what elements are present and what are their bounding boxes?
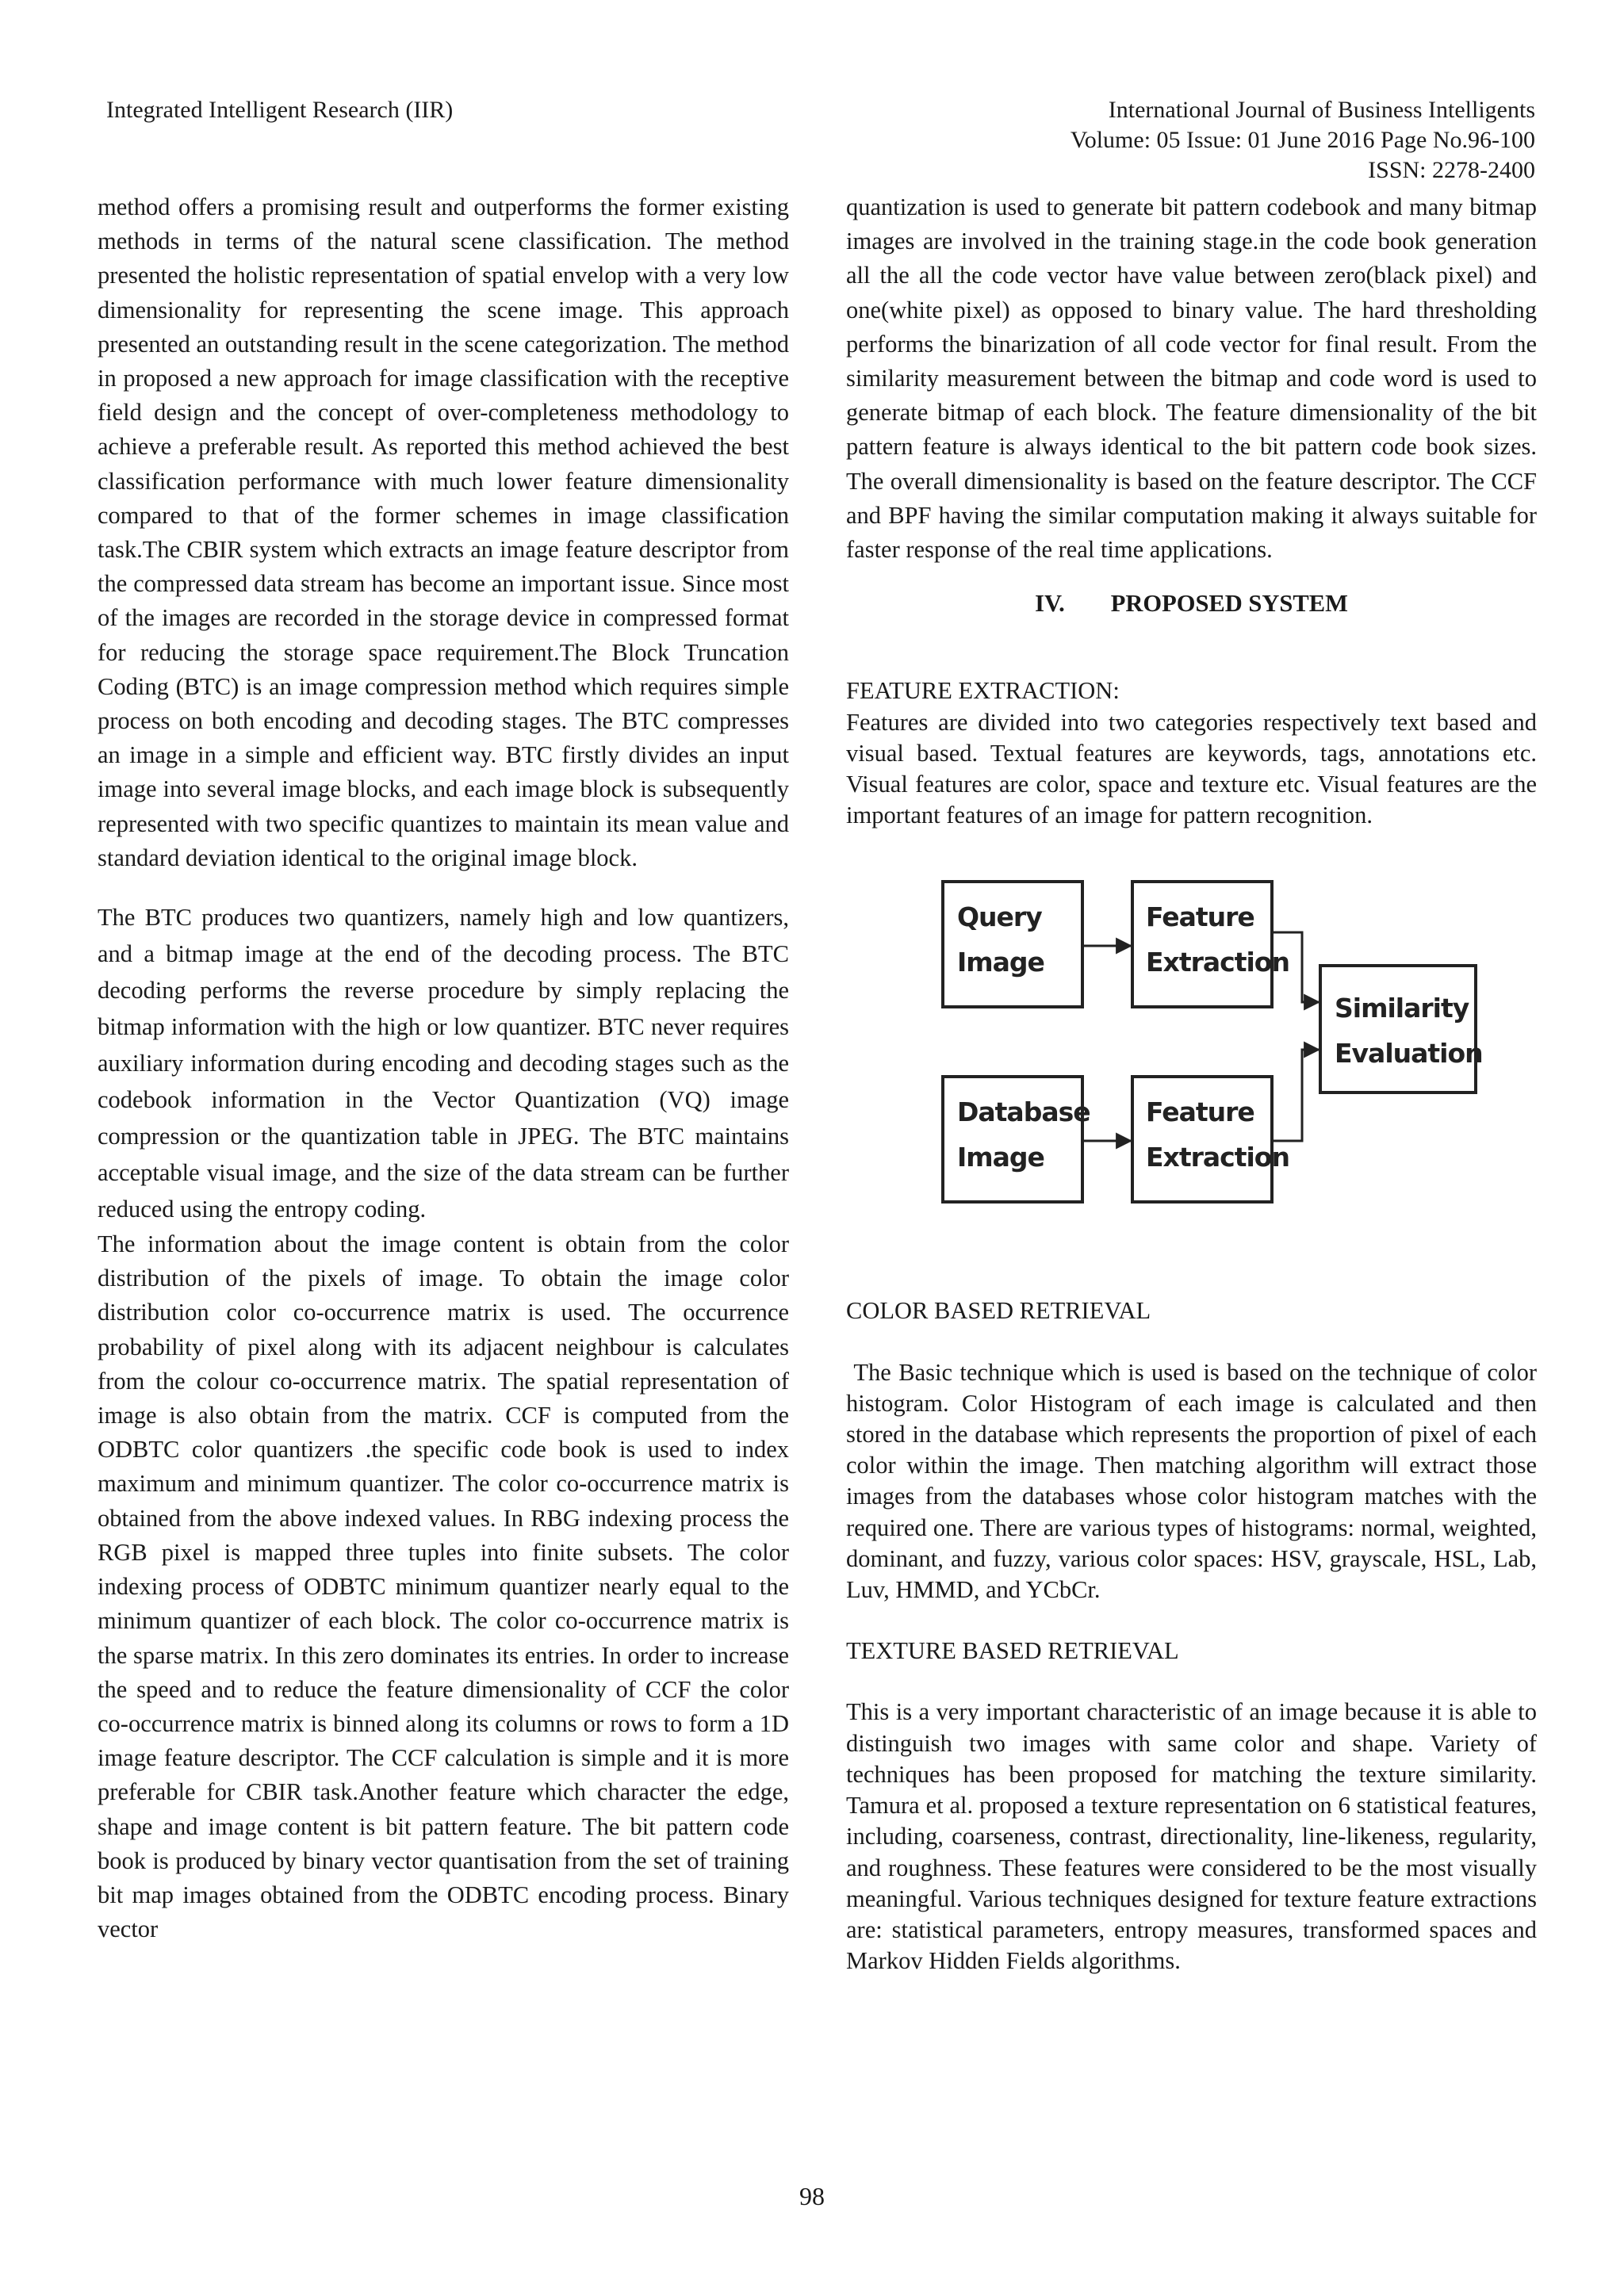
left-column xyxy=(98,190,789,1946)
paragraph: quantization is used to generate bit pattern codebook and many bitmap images are involved in the training stage.in the code book generation all the all the code vector have value between zero(black pixel) and one(white pixel) as opposed to binary value. The hard thresholding performs the binarization of all code vector for final result. From the similarity measurement between the bitmap and code word is used to generate bitmap of each block. The feature dimensionality of the bit pattern feature is always identical to the bit pattern code book sizes. The overall dimensionality is based on the feature descriptor. The CCF and BPF having the similar computation making it always suitable for faster response of the real time applications. xyxy=(846,193,1537,564)
system-flow-diagram xyxy=(846,874,1537,1246)
similarity-evaluation-box xyxy=(1320,966,1476,1093)
feature-extraction-top-box xyxy=(1132,882,1272,1007)
section-title: PROPOSED SYSTEM xyxy=(1110,590,1348,618)
paragraph: method offers a promising result and outperforms the former existing methods in terms of the natural scene classification. The method presented the holistic representation of spatial envelop with a very low dimensionality for representing the scene image. This approach presented an outstanding result in the scene categorization. The method in proposed a new approach for image classification with the receptive field design and the concept of over-completeness methodology to achieve a preferable result. As reported this method achieved the best classification performance with much lower feature dimensionality compared to that of the former schemes in image classification task.The CBIR system which extracts an image feature descriptor from the compressed data stream has become an important issue. Since most of the images are recorded in the storage device in compressed format for reducing the storage space requirement.The Block Truncation Coding (BTC) is an image compression method which requires simple process on both encoding and decoding stages. The BTC compresses an image in a simple and efficient way. BTC firstly divides an input image into several image blocks, and each image block is subsequently represented with two specific quantizes to maintain its mean value and standard deviation identical to the original image block. xyxy=(98,193,789,871)
arrow xyxy=(1272,1050,1319,1141)
page-number: 98 xyxy=(799,2182,825,2210)
similarity-label: Evaluation xyxy=(1335,1038,1483,1070)
database-label: Database xyxy=(957,1096,1090,1128)
query-label: Query xyxy=(957,901,1042,933)
flow-diagram-svg xyxy=(846,874,1537,1246)
running-header-left: Integrated Intelligent Research (IIR) xyxy=(106,97,454,123)
subheading: FEATURE EXTRACTION: xyxy=(846,677,1120,705)
similarity-label: Similarity xyxy=(1335,993,1469,1024)
query-image-box xyxy=(943,882,1082,1007)
paragraph: The Basic technique which is used is based on the technique of color histogram. Color Histogram of each image is calculated and then stored in the database which represents the proportion of pixel of each color within the image. Then matching algorithm will extract those images from the databases whose color histogram matches with the required one. There are various types of histograms: normal, weighted, dominant, and fuzzy, various color spaces: HSV, grayscale, HSL, Lab, Luv, HMMD, and YCbCr. xyxy=(846,1358,1543,1604)
issn: ISSN: 2278-2400 xyxy=(1368,157,1535,183)
database-image-box xyxy=(943,1077,1082,1202)
query-label: Image xyxy=(957,947,1044,978)
paragraph: The BTC produces two quantizers, namely high and low quantizers, and a bitmap image at the end of the decoding process. The BTC decoding performs the reverse procedure by simply replacing the bitmap information with the high or low quantizer. BTC never requires auxiliary information during encoding and decoding stages such as the codebook information in the Vector Quantization (VQ) image compression or the quantization table in JPEG. The BTC maintains acceptable visual image, and the size of the data stream can be further reduced using the entropy coding. xyxy=(98,904,789,1223)
paragraph: Features are divided into two categories respectively text based and visual based. Textual features are keywords, tags, annotations etc. Visual features are color, space and texture etc. Visual features are the important features of an image for pattern recognition. xyxy=(846,708,1537,829)
paragraph: This is a very important characteristic of an image because it is able to distinguish two images with same color and shape. Variety of techniques has been proposed for matching the texture similarity. Tamura et al. proposed a texture representation on 6 statistical features, including, coarseness, contrast, directionality, line-likeness, regularity, and roughness. These features were considered to be the most visually meaningful. Various techniques designed for texture feature extractions are: statistical parameters, entropy measures, transformed spaces and Markov Hidden Fields algorithms. xyxy=(846,1698,1537,1975)
feature-label: Extraction xyxy=(1146,1142,1289,1173)
volume-info: Volume: 05 Issue: 01 June 2016 Page No.96-100 xyxy=(1070,127,1535,153)
section-number: IV. xyxy=(1035,590,1065,618)
running-header-right xyxy=(1071,95,1535,186)
journal-name: International Journal of Business Intelligents xyxy=(1108,97,1535,123)
feature-label: Feature xyxy=(1146,901,1254,933)
subheading: COLOR BASED RETRIEVAL xyxy=(846,1297,1151,1325)
feature-label: Extraction xyxy=(1146,947,1289,978)
feature-extraction-bottom-box xyxy=(1132,1077,1272,1202)
right-column xyxy=(846,190,1543,1976)
database-label: Image xyxy=(957,1142,1044,1173)
paragraph: The information about the image content is obtain from the color distribution of the pixels of image. To obtain the image color distribution color co-occurrence matrix is used. The occurrence probability of pixel along with its adjacent neighbour is calculates from the colour co-occurrence matrix. The spatial representation of image is also obtain from the matrix. CCF is computed from the ODBTC color quantizers .the specific code book is used to index maximum and minimum quantizer. The color co-occurrence matrix is obtained from the above indexed values. In RBG indexing process the RGB pixel is mapped three tuples into finite subsets. The color indexing process of ODBTC minimum quantizer nearly equal to the minimum quantizer of each block. The color co-occurrence matrix is the sparse matrix. In this zero dominates its entries. In order to increase the speed and to reduce the feature dimensionality of CCF the color co-occurrence matrix is binned along its columns or rows to form a 1D image feature descriptor. The CCF calculation is simple and it is more preferable for CBIR task.Another feature which character the edge, shape and image content is bit pattern feature. The bit pattern code book is produced by binary vector quantisation from the set of training bit map images obtained from the ODBTC encoding process. Binary vector xyxy=(98,1230,789,1943)
feature-label: Feature xyxy=(1146,1096,1254,1128)
section-heading xyxy=(846,587,1537,621)
subheading: TEXTURE BASED RETRIEVAL xyxy=(846,1637,1179,1665)
